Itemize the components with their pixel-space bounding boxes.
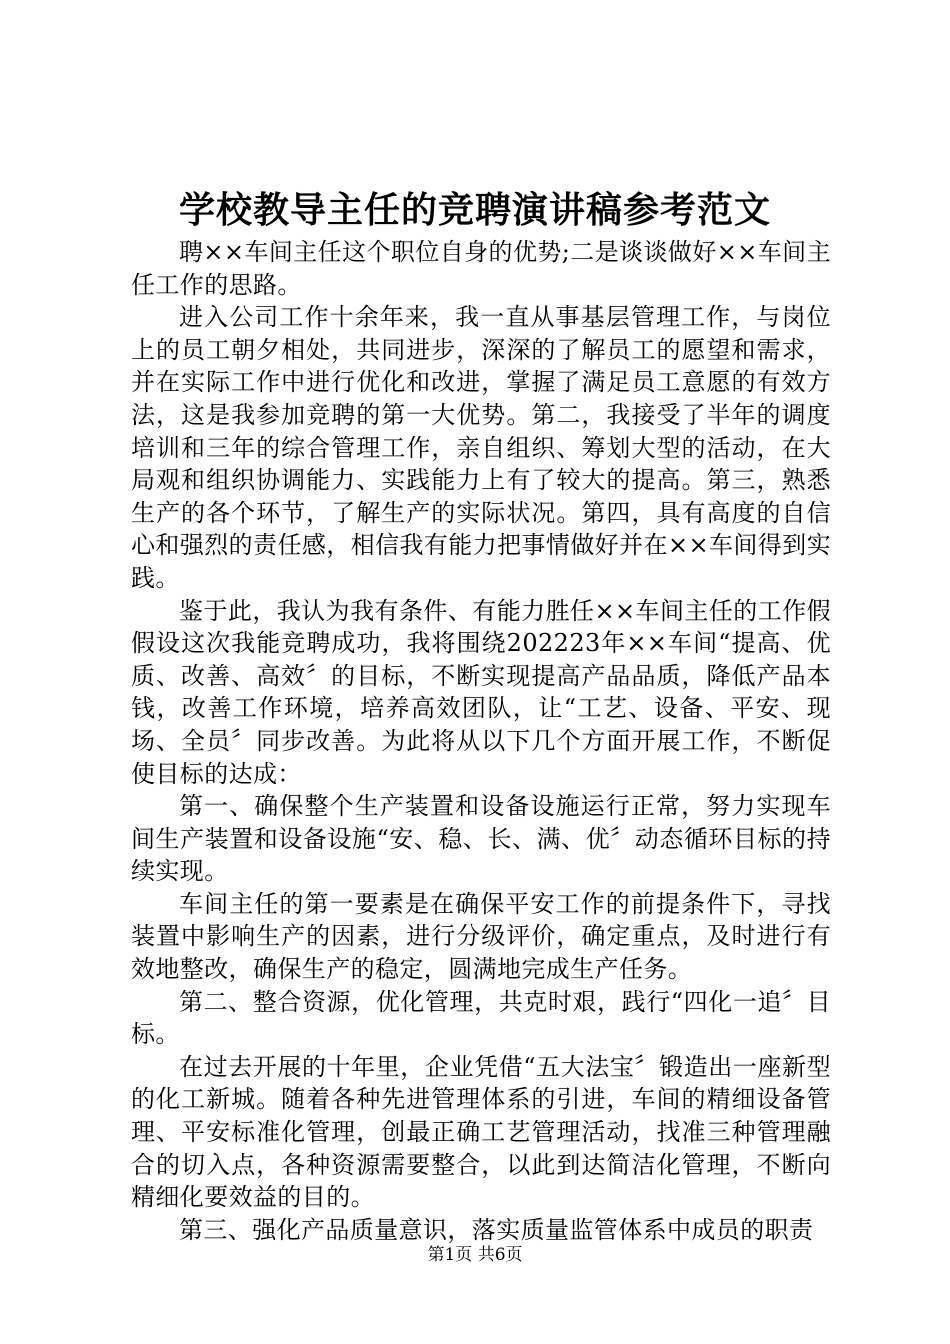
paragraph: 在过去开展的十年里，企业凭借“五大法宝〞锻造出一座新型的化工新城。随着各种先进管理体系的引进，车间的精细设备管理、平安标准化管理，创最正确工艺管理活动，找准三种管理融合的切入点，各种资源需要整合，以此到达简洁化管理，不断向精细化要效益的目的。 bbox=[131, 1052, 831, 1212]
paragraph: 进入公司工作十余年来，我一直从事基层管理工作，与岗位上的员工朝夕相处，共同进步，深深的了解员工的愿望和需求，并在实际工作中进行优化和改进，掌握了满足员工意愿的有效方法，这是我参加竞聘的第一大优势。第二，我接受了半年的调度培训和三年的综合管理工作，亲自组织、筹划大型的活动，在大局观和组织协调能力、实践能力上有了较大的提高。第三，熟悉生产的各个环节，了解生产的实际状况。第四，具有高度的自信心和强烈的责任感，相信我有能力把事情做好并在××车间得到实践。 bbox=[131, 303, 831, 592]
paragraph: 聘××车间主任这个职位自身的优势;二是谈谈做好××车间主任工作的思路。 bbox=[131, 238, 831, 299]
document-title: 学校教导主任的竞聘演讲稿参考范文 bbox=[178, 189, 771, 231]
paragraph: 车间主任的第一要素是在确保平安工作的前提条件下，寻找装置中影响生产的因素，进行分级评价，确定重点，及时进行有效地整改，确保生产的稳定，圆满地完成生产任务。 bbox=[131, 889, 831, 984]
document-body bbox=[131, 236, 831, 1246]
paragraph: 鉴于此，我认为我有条件、有能力胜任××车间主任的工作假假设这次我能竞聘成功，我将围绕202223年××车间“提高、优质、改善、高效〞的目标，不断实现提高产品品质，降低产品本钱，改善工作环境，培养高效团队，让“工艺、设备、平安、现场、全员〞同步改善。为此将从以下几个方面开展工作，不断促使目标的达成： bbox=[131, 596, 831, 788]
paragraph: 第二、整合资源，优化管理，共克时艰，践行“四化一追〞目标。 bbox=[131, 987, 831, 1049]
paragraph: 第一、确保整个生产装置和设备设施运行正常，努力实现车间生产装置和设备设施“安、稳、长、满、优〞动态循环目标的持续实现。 bbox=[131, 792, 831, 886]
page-footer: 第1页 共6页 bbox=[427, 1245, 523, 1265]
paragraph: 第三、强化产品质量意识，落实质量监管体系中成员的职责 bbox=[179, 1215, 814, 1244]
